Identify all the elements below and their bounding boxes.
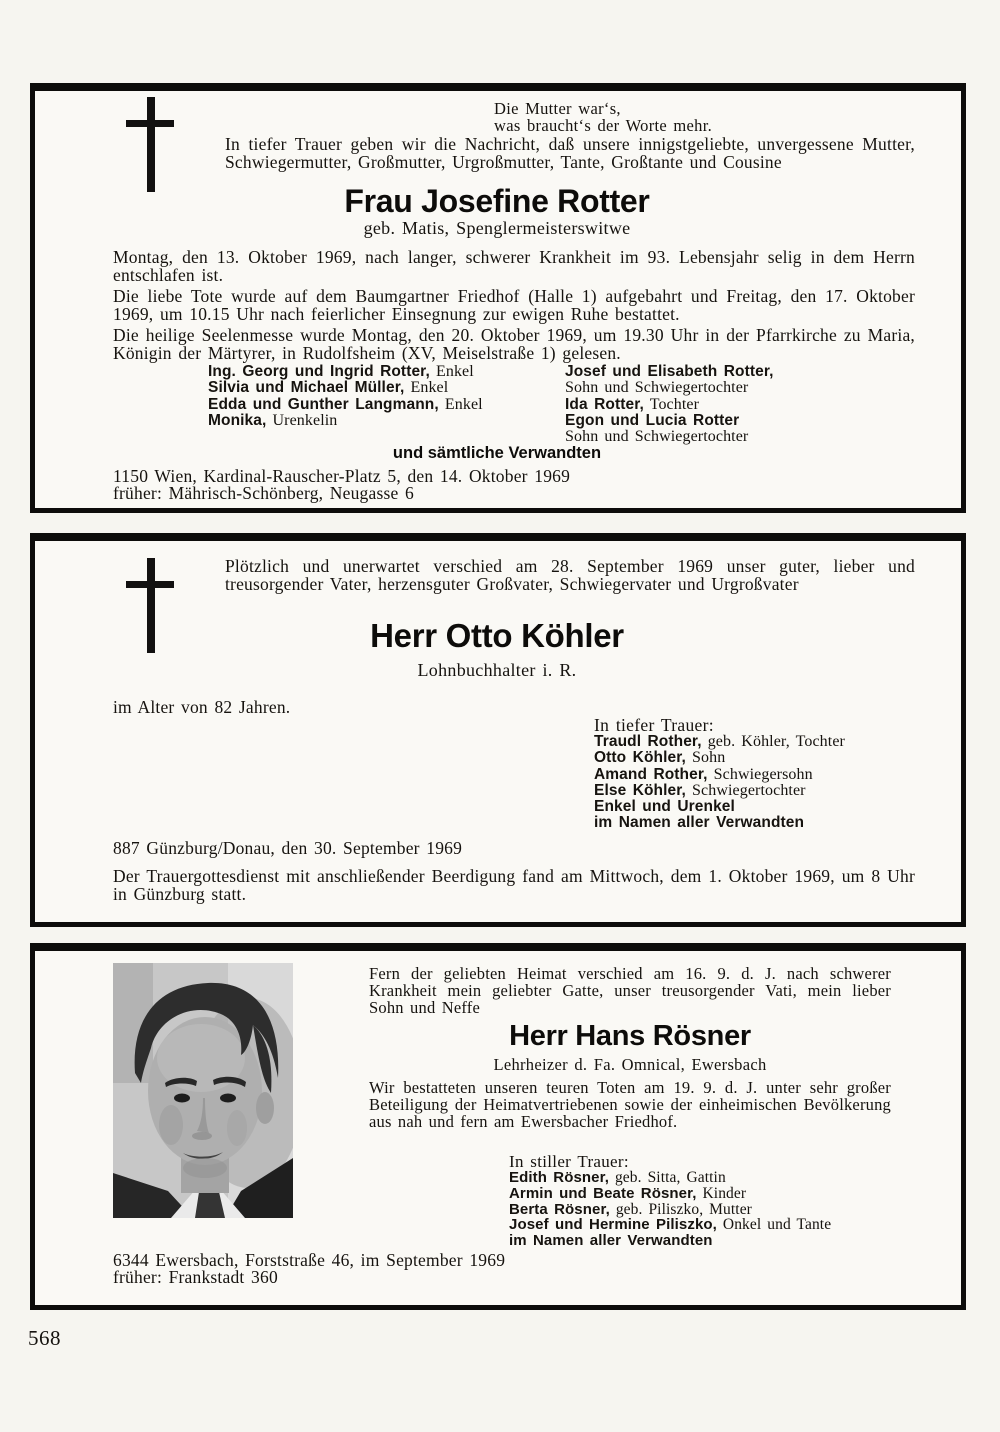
cross-horizontal-bar (126, 120, 174, 127)
mourner-row (509, 1233, 831, 1249)
mourner-row (509, 1217, 831, 1233)
mourner-row (565, 397, 774, 413)
mourner-row (208, 364, 483, 380)
notice-paragraph: Wir bestatteten unseren teuren Toten am 19. 9. d. J. unter sehr großer Beteiligung der Heimatvertriebenen sowie der einheimischen Bevölkerung aus nah und fern am Ewersbacher Friedhof. (369, 1078, 891, 1131)
mourner-name: Else Köhler, (594, 781, 686, 799)
notice-intro: In tiefer Trauer geben wir die Nachricht, daß unsere innigstgeliebte, unvergessene Mutter, Schwiegermutter, Großmutter, Urgroßmutter, Tante, Großtante und Cousine (225, 134, 915, 172)
mourner-row (594, 783, 845, 799)
address-line: 6344 Ewersbach, Forststraße 46, im September 1969 (113, 1250, 506, 1270)
notice-intro: Plötzlich und unerwartet verschied am 28. September 1969 unser guter, lieber und treusorgender Vater, herzensguter Großvater, Schwiegervater und Urgroßvater (225, 556, 915, 594)
mourner-row (208, 413, 483, 429)
epigraph-line-2: was braucht‘s der Worte mehr. (494, 116, 713, 135)
mourning-label: In stiller Trauer: (509, 1152, 629, 1171)
mourner-row (509, 1202, 831, 1218)
deceased-subtitle: geb. Matis, Spenglermeisterswitwe (363, 218, 631, 238)
closing-line: und sämtliche Verwandten (392, 444, 602, 462)
mourners-column (594, 734, 845, 832)
address-block (113, 1252, 505, 1285)
address-block (113, 468, 570, 501)
closing-paragraph: Der Trauergottesdienst mit anschließender Beerdigung fand am Mittwoch, dem 1. Oktober 1969, um 8 Uhr in Günzburg statt. (113, 866, 915, 904)
portrait-photo-drawing (113, 963, 293, 1218)
mourner-relation: Onkel und Tante (716, 1216, 832, 1234)
mourner-name: Berta Rösner, (509, 1200, 610, 1218)
mourner-row (594, 799, 845, 815)
mourner-row (565, 413, 774, 429)
mourner-row (208, 397, 483, 413)
memorial-cross-icon (126, 97, 174, 192)
deceased-subtitle: Lohnbuchhalter i. R. (417, 660, 577, 680)
mourner-name: Traudl Rother, (594, 733, 702, 750)
mourner-row (509, 1170, 831, 1186)
notice-paragraph: Montag, den 13. Oktober 1969, nach langer, schwerer Krankheit im 93. Lebensjahr selig in dem Herrn entschlafen ist. (113, 247, 915, 285)
mourner-relation: Enkel (404, 379, 449, 397)
deceased-name: Herr Otto Köhler (370, 617, 624, 654)
epigraph-line-1: Die Mutter war‘s, (494, 99, 621, 118)
mourner-name: Edda und Gunther Langmann, (208, 395, 439, 413)
mourner-name: Armin und Beate Rösner, (509, 1184, 697, 1202)
mourner-name: Monika, (208, 411, 267, 429)
mourner-name: im Namen aller Verwandten (509, 1232, 713, 1250)
mourner-relation: Sohn und Schwiegertochter (565, 428, 749, 446)
obituary-notice-koehler (30, 533, 966, 927)
former-residence-line: früher: Frankstadt 360 (113, 1266, 278, 1287)
mourners-column (509, 1170, 831, 1249)
mourner-name: Ing. Georg und Ingrid Rotter, (208, 363, 430, 380)
mourner-row (565, 380, 774, 396)
mourner-relation: Tochter (643, 395, 700, 413)
mourner-name: Josef und Elisabeth Rotter, (565, 363, 774, 380)
mourner-relation: Schwiegertochter (685, 781, 806, 799)
portrait-photo (113, 963, 293, 1218)
mourner-relation: Schwiegersohn (707, 765, 813, 783)
mourner-name: im Namen aller Verwandten (594, 814, 805, 832)
mourner-row (594, 734, 845, 750)
mourner-relation: geb. Piliszko, Mutter (609, 1200, 752, 1218)
mourner-row (594, 767, 845, 783)
mourner-relation: Urenkelin (266, 411, 338, 429)
mourner-name: Amand Rother, (594, 765, 708, 783)
mourner-relation: Kinder (696, 1184, 747, 1202)
mourner-relation: Enkel (438, 395, 483, 413)
mourner-row (509, 1186, 831, 1202)
deceased-name: Frau Josefine Rotter (344, 183, 650, 219)
mourner-relation: Sohn und Schwiegertochter (565, 379, 749, 397)
mourner-name: Egon und Lucia Rotter (565, 411, 740, 429)
mourner-name: Enkel und Urenkel (594, 798, 735, 816)
mourner-name: Silvia und Michael Müller, (208, 379, 405, 397)
obituary-notice-roesner (30, 943, 966, 1310)
address-line: 887 Günzburg/Donau, den 30. September 1969 (113, 838, 463, 858)
notice-paragraph: Die heilige Seelenmesse wurde Montag, den 20. Oktober 1969, um 19.30 Uhr in der Pfarrkirche zu Maria, Königin der Märtyrer, in Rudolfsheim (XV, Meiselstraße 1) gelesen. (113, 325, 915, 363)
mourning-label: In tiefer Trauer: (594, 715, 714, 735)
deceased-subtitle: Lehrheizer d. Fa. Omnical, Ewersbach (493, 1055, 767, 1074)
obituary-notice-rotter (30, 83, 966, 513)
address-line: 1150 Wien, Kardinal-Rauscher-Platz 5, den 14. Oktober 1969 (113, 466, 571, 486)
mourner-row (594, 815, 845, 831)
page-number: 568 (28, 1326, 61, 1350)
mourner-name: Josef und Hermine Piliszko, (509, 1216, 717, 1234)
mourner-name: Otto Köhler, (594, 749, 686, 767)
notice-paragraph: Die liebe Tote wurde auf dem Baumgartner Friedhof (Halle 1) aufgebahrt und Freitag, den 17. Oktober 1969, um 10.15 Uhr nach feierlicher Einsegnung zur ewigen Ruhe bestattet. (113, 286, 915, 324)
cross-vertical-bar (147, 97, 155, 192)
mourners-right-column (565, 364, 774, 445)
epigraph (494, 100, 712, 134)
mourners-left-column (208, 364, 483, 429)
mourner-relation: Enkel (429, 363, 474, 380)
mourner-relation: Sohn (685, 749, 726, 767)
notice-intro: Fern der geliebten Heimat verschied am 16. 9. d. J. nach schwerer Krankheit mein geliebter Gatte, unser treusorgender Vati, mein lieber Sohn und Neffe (369, 964, 891, 1017)
former-residence-line: früher: Mährisch-Schönberg, Neugasse 6 (113, 482, 414, 503)
mourner-row (565, 364, 774, 380)
age-line: im Alter von 82 Jahren. (113, 697, 291, 717)
mourner-name: Edith Rösner, (509, 1169, 609, 1186)
cross-horizontal-bar (126, 581, 174, 588)
mourner-row (594, 750, 845, 766)
mourner-relation: geb. Köhler, Tochter (701, 733, 845, 750)
mourner-name: Ida Rotter, (565, 395, 644, 413)
mourner-row (208, 380, 483, 396)
deceased-name: Herr Hans Rösner (509, 1020, 751, 1052)
mourner-relation: geb. Sitta, Gattin (608, 1169, 726, 1186)
notice-body (113, 248, 915, 365)
